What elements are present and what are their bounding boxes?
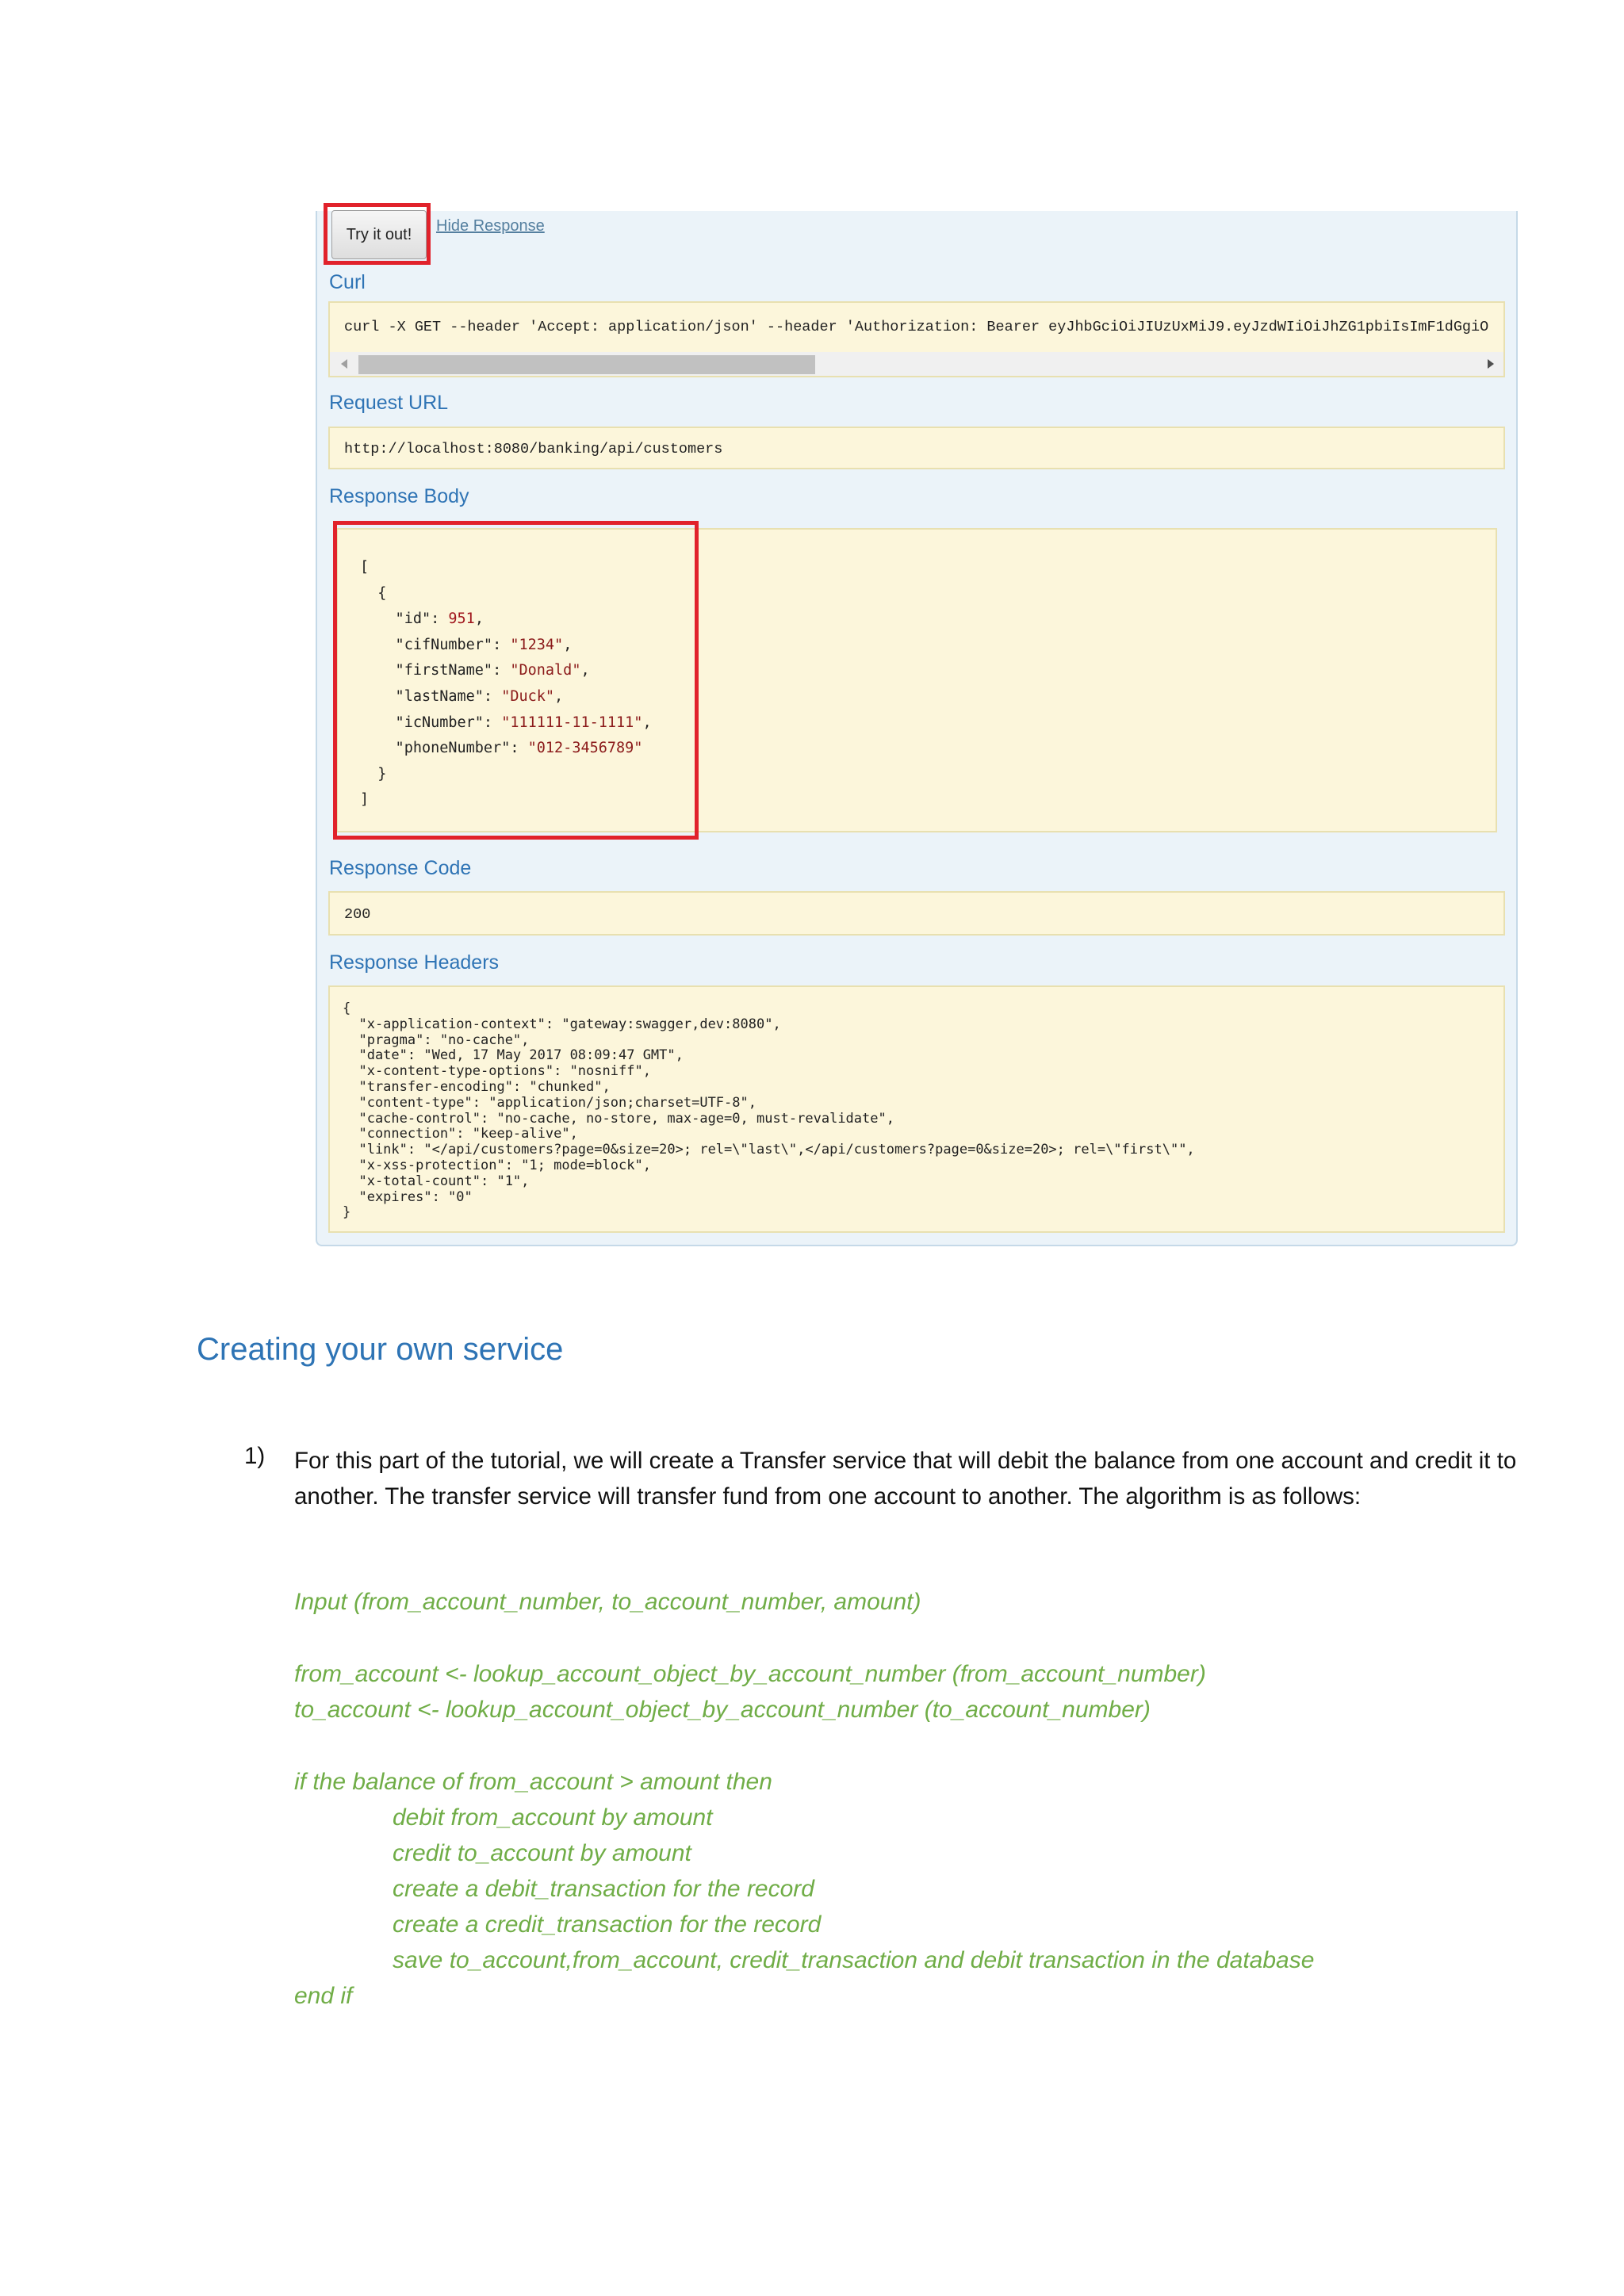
request-url-box <box>328 427 1505 469</box>
json-cifnumber-value: "1234" <box>510 636 564 653</box>
step-text: For this part of the tutorial, we will create a Transfer service that will debit the balance from one account and credit it to another. The transfer service will transfer fund from one account to another. The algorithm is as follows: <box>294 1448 1517 1510</box>
scroll-right-arrow-icon[interactable] <box>1488 359 1494 369</box>
algorithm-save-line: save to_account,from_account, credit_transaction and debit transaction in the database <box>393 1947 1315 1973</box>
algorithm-credit-line: credit to_account by amount <box>393 1840 691 1866</box>
response-headers-label: Response Headers <box>329 951 500 974</box>
json-id-value: 951 <box>448 610 475 628</box>
algorithm-input-line: Input (from_account_number, to_account_number, amount) <box>294 1589 921 1615</box>
algorithm-end-if-line: end if <box>294 1983 353 2009</box>
algorithm-create-credit-line: create a credit_transaction for the record <box>393 1911 822 1938</box>
json-phonenumber-value: "012-3456789" <box>527 740 643 757</box>
response-headers-json: { "x-application-context": "gateway:swagger,dev:8080", "pragma": "no-cache", "date": "Wed, 17 May 2017 08:09:47 GMT", "x-content-type-options": "nosniff", "transfer-encoding": "chunked", "content-type": "application/json;charset=UTF-8", "cache-control": "no-cache, no-store, max-age=0, must-revalidate", "connection": "keep-alive", "link": "</api/customers?page=0&size=20>; rel=\"last\",</api/customers?page=0&size=20>; rel=\"first\"", "x-xss-protection": "1; mode=block", "x-total-count": "1", "expires": "0" } <box>343 1001 1195 1221</box>
curl-command: curl -X GET --header 'Accept: application/json' --header 'Authorization: Bearer eyJhbGciOiJIUzUxMiJ9.eyJzdWIiOiJhZG1pbiIsImF1dGgiO <box>344 319 1489 335</box>
response-body-json: [ { "id": 951, "cifNumber": "1234", "firstName": "Donald", "lastName": "Duck", "icNumber": "111111-11-1111", "phoneNumber": "012-3456789" } ] <box>360 559 652 809</box>
curl-command-box[interactable] <box>328 301 1505 377</box>
horizontal-scrollbar[interactable] <box>330 352 1503 376</box>
algorithm-lookup-to-line: to_account <- lookup_account_object_by_account_number (to_account_number) <box>294 1697 1151 1723</box>
scrollbar-thumb[interactable] <box>358 355 815 374</box>
algorithm-debit-line: debit from_account by amount <box>393 1804 713 1831</box>
step-number: 1) <box>244 1443 266 1469</box>
algorithm-lookup-from-line: from_account <- lookup_account_object_by_account_number (from_account_number) <box>294 1661 1206 1687</box>
try-it-out-button[interactable]: Try it out! <box>331 210 427 259</box>
response-body-box <box>336 528 1497 832</box>
json-firstname-value: "Donald" <box>510 662 581 679</box>
response-code-label: Response Code <box>329 857 472 879</box>
response-body-label: Response Body <box>329 485 469 507</box>
response-code-box <box>328 891 1505 936</box>
hide-response-link[interactable]: Hide Response <box>436 217 545 235</box>
json-icnumber-value: "111111-11-1111" <box>501 714 643 731</box>
response-headers-box <box>328 985 1505 1233</box>
algorithm-if-line: if the balance of from_account > amount then <box>294 1769 772 1795</box>
scroll-left-arrow-icon[interactable] <box>341 359 347 369</box>
response-code: 200 <box>344 906 371 923</box>
request-url: http://localhost:8080/banking/api/customers <box>344 441 723 457</box>
algorithm-create-debit-line: create a debit_transaction for the record <box>393 1876 814 1902</box>
json-lastname-value: "Duck" <box>501 687 555 705</box>
request-url-label: Request URL <box>329 392 449 414</box>
curl-label: Curl <box>329 271 366 293</box>
section-heading: Creating your own service <box>197 1332 564 1367</box>
